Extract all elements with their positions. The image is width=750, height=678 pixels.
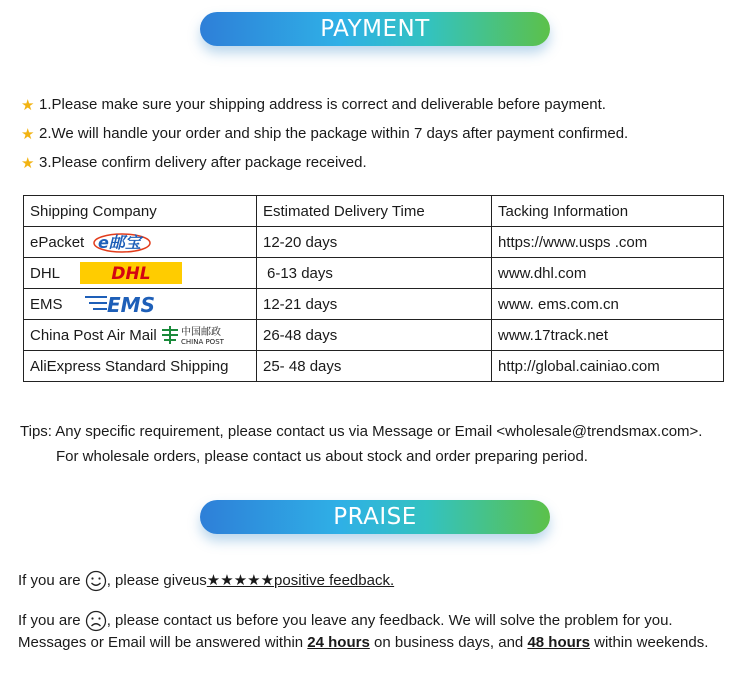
payment-banner [200, 12, 550, 46]
star-icon: ★ [21, 96, 35, 114]
time-cell: 12-21 days [257, 289, 492, 320]
praise-text: on business days, and [369, 634, 528, 652]
note-item [21, 90, 628, 119]
company-name: ePacket [30, 233, 85, 251]
table-row [24, 258, 724, 289]
smiley-face-icon [85, 570, 107, 592]
tracking-cell: www. ems.com.cn [492, 289, 724, 320]
praise-text: If you are [18, 612, 81, 629]
china-post-en-text: CHINA POST [180, 338, 224, 346]
tracking-cell: www.17track.net [492, 320, 724, 351]
note-text: 2.We will handle your order and ship the package within 7 days after payment confirmed. [39, 125, 629, 142]
dhl-logo-icon [80, 262, 182, 284]
note-text: 1.Please make sure your shipping address is correct and deliverable before payment. [39, 96, 606, 113]
praise-banner-label: PRAISE [333, 504, 417, 530]
ems-logo-icon [83, 292, 167, 316]
praise-text: If you are [18, 571, 81, 589]
star-icon: ★ [21, 154, 35, 172]
company-name: EMS [30, 295, 63, 313]
business-days-hours: 24 hours [307, 634, 370, 652]
star-icon: ★ [21, 125, 35, 143]
praise-text: within weekends. [589, 634, 709, 652]
praise-sad-lines [18, 610, 708, 654]
weekend-hours: 48 hours [527, 634, 590, 652]
praise-text: , please giveus [106, 571, 207, 589]
company-cell [24, 289, 257, 320]
dhl-logo-text: DHL [111, 264, 151, 284]
company-name: China Post Air Mail [30, 326, 157, 344]
response-time-line [18, 632, 708, 654]
tracking-cell: http://global.cainiao.com [492, 351, 724, 382]
table-row [24, 351, 724, 382]
sad-face-icon [85, 610, 107, 632]
note-item [21, 119, 628, 148]
time-cell: 25- 48 days [257, 351, 492, 382]
tips-section [20, 419, 702, 469]
time-cell: 26-48 days [257, 320, 492, 351]
payment-banner-label: PAYMENT [320, 16, 430, 42]
company-cell: AliExpress Standard Shipping [24, 351, 257, 382]
praise-sad-line [18, 610, 708, 632]
praise-text: , please contact us before you leave any feedback. We will solve the problem for you. [106, 612, 673, 629]
praise-banner [200, 500, 550, 534]
china-post-logo-icon [161, 324, 241, 346]
rating-stars: ★★★★★ [206, 571, 275, 589]
time-cell: 6-13 days [257, 258, 492, 289]
note-item [21, 148, 628, 177]
table-header-row [24, 196, 724, 227]
company-cell [24, 227, 257, 258]
praise-text: positive feedback. [274, 571, 395, 589]
company-cell [24, 258, 257, 289]
praise-text: Messages or Email will be answered within [18, 634, 308, 652]
table-row [24, 289, 724, 320]
ems-logo-text: EMS [106, 293, 155, 316]
note-text: 3.Please confirm delivery after package received. [39, 154, 367, 171]
table-row [24, 227, 724, 258]
epacket-logo-icon [90, 231, 152, 253]
company-name: DHL [30, 264, 61, 282]
company-cell [24, 320, 257, 351]
shipping-table [23, 195, 724, 382]
header-cell: Tacking Information [492, 196, 724, 227]
praise-happy-line [18, 570, 394, 592]
time-cell: 12-20 days [257, 227, 492, 258]
header-cell: Shipping Company [24, 196, 257, 227]
table-row [24, 320, 724, 351]
tips-line: For wholesale orders, please contact us about stock and order preparing period. [56, 448, 588, 465]
header-cell: Estimated Delivery Time [257, 196, 492, 227]
epacket-logo-text: e邮宝 [98, 233, 142, 252]
china-post-cn-text: 中国邮政 [180, 327, 221, 338]
payment-notes [21, 90, 628, 177]
tracking-cell: https://www.usps .com [492, 227, 724, 258]
tips-line: Tips: Any specific requirement, please contact us via Message or Email <wholesale@trendsmax.com>. [20, 423, 703, 440]
tracking-cell: www.dhl.com [492, 258, 724, 289]
